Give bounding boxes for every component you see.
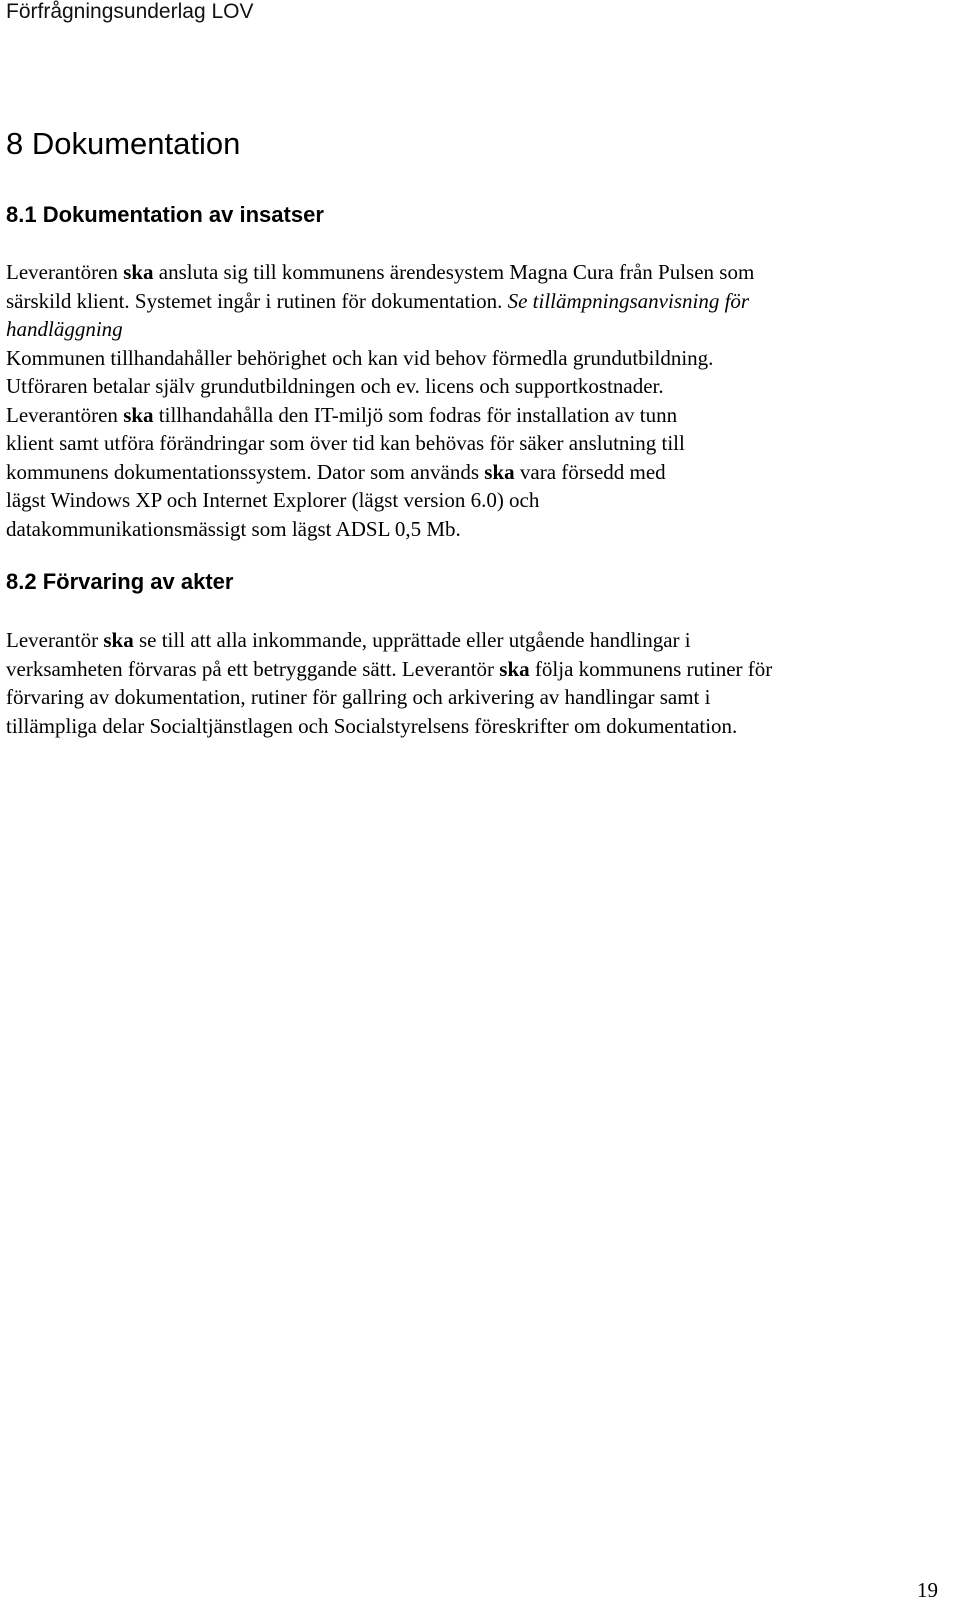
text-line: verksamheten förvaras på ett betryggande sätt. Leverantör ska följa kommunens rutiner för [6,656,773,681]
reference-italic: handläggning [6,317,123,341]
text-line: särskild klient. Systemet ingår i rutinen för dokumentation. Se tillämpningsanvisning för [6,288,750,313]
text-line: Leverantören ska tillhandahålla den IT-miljö som fodras för installation av tunn [6,402,678,427]
reference-italic: Se tillämpningsanvisning för [507,288,750,313]
text-line: tillämpliga delar Socialtjänstlagen och Socialstyrelsens föreskrifter om dokumentation. [6,713,738,738]
emphasis-ska: ska [123,260,154,284]
emphasis-ska: ska [484,459,515,484]
text-line: förvaring av dokumentation, rutiner för gallring och arkivering av handlingar samt i [6,685,711,709]
text-line: klient samt utföra förändringar som över tid kan behövas för säker anslutning till [6,431,685,455]
text-line: Leverantören ska ansluta sig till kommunens ärendesystem Magna Cura från Pulsen som [6,260,755,284]
emphasis-ska: ska [499,656,530,681]
text-line [6,315,946,344]
emphasis-ska: ska [103,628,134,652]
text-line: kommunens dokumentationssystem. Dator som används ska vara försedd med [6,459,666,484]
text-line: lägst Windows XP och Internet Explorer (lägst version 6.0) och [6,488,540,512]
section-heading-8-1: 8.1 Dokumentation av insatser [6,202,324,227]
chapter-title: 8 Dokumentation [6,126,241,161]
page-number: 19 [917,1578,938,1602]
section-8-1-paragraph [6,258,946,543]
running-header: Förfrågningsunderlag LOV [6,0,254,23]
text-line: Leverantör ska se till att alla inkommande, upprättade eller utgående handlingar i [6,628,691,652]
text-line: datakommunikationsmässigt som lägst ADSL 0,5 Mb. [6,516,461,541]
text-line: Utföraren betalar själv grundutbildningen och ev. licens och supportkostnader. [6,374,664,398]
section-heading-8-2: 8.2 Förvaring av akter [6,569,234,594]
section-8-2-paragraph [6,626,946,740]
text-line: Kommunen tillhandahåller behörighet och kan vid behov förmedla grundutbildning. [6,345,714,370]
emphasis-ska: ska [123,402,154,427]
